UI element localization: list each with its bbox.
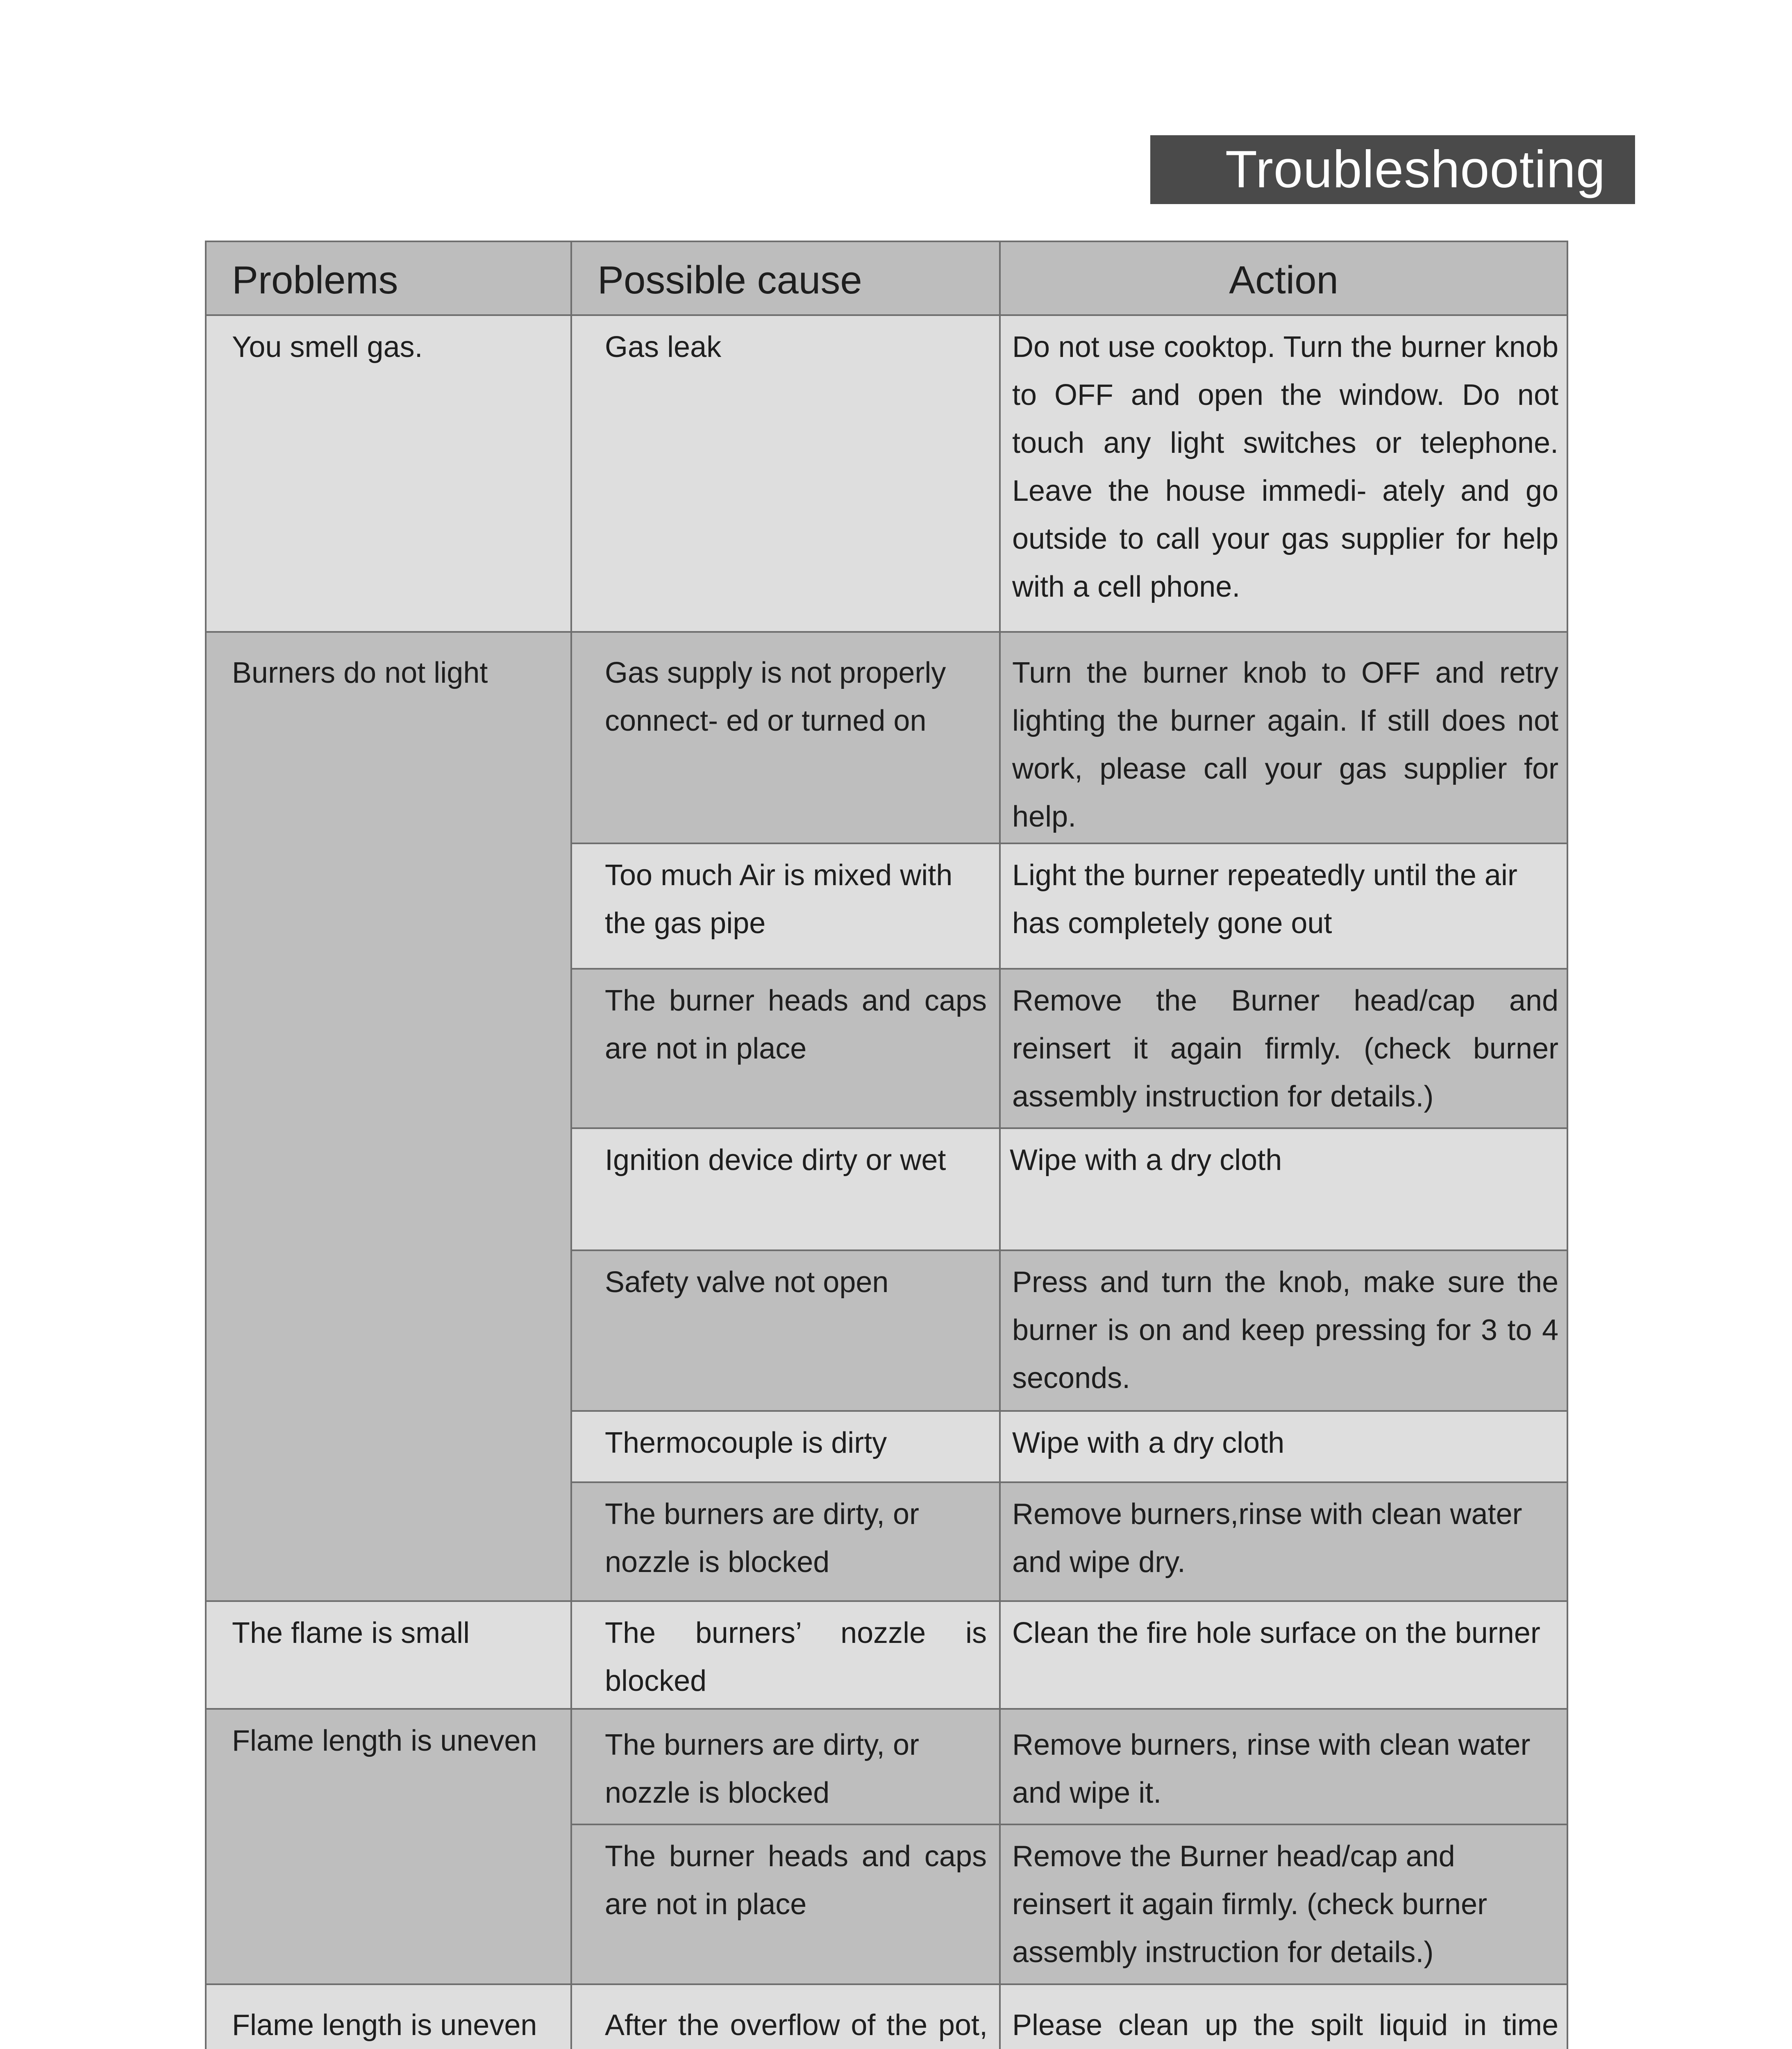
action-cell: Wipe with a dry cloth — [1000, 1128, 1567, 1250]
action-cell: Light the burner repeatedly until the air has completely gone out — [1000, 843, 1567, 969]
action-cell: Remove burners,rinse with clean water and wipe dry. — [1000, 1482, 1567, 1601]
action-cell: Turn the burner knob to OFF and retry lighting the burner again. If still does not work, please call your gas supplier for help. — [1000, 632, 1567, 843]
action-cell: Press and turn the knob, make sure the burner is on and keep pressing for 3 to 4 seconds. — [1000, 1250, 1567, 1411]
action-cell: Do not use cooktop. Turn the burner knob to OFF and open the window. Do not touch any light switches or telephone. Leave the house immedi- ately and go outside to call your gas supplier for help with a cell phone. — [1000, 315, 1567, 632]
header-problems: Problems — [206, 241, 571, 315]
cause-cell: Gas leak — [571, 315, 1000, 632]
action-cell: Clean the fire hole surface on the burner — [1000, 1601, 1567, 1709]
cause-cell: Gas supply is not properly connect- ed or turned on — [571, 632, 1000, 843]
page-title: Troubleshooting — [1150, 135, 1635, 204]
cause-cell: The burners are dirty, or nozzle is blocked — [571, 1709, 1000, 1824]
header-possible-cause: Possible cause — [571, 241, 1000, 315]
cause-cell: The burners’ nozzle is blocked — [571, 1601, 1000, 1709]
problem-cell: Flame length is uneven — [206, 1709, 571, 1984]
cause-cell: Too much Air is mixed with the gas pipe — [571, 843, 1000, 969]
table-row — [206, 632, 1567, 843]
cause-cell: Ignition device dirty or wet — [571, 1128, 1000, 1250]
table-row — [206, 1984, 1567, 2049]
action-cell: Remove the Burner head/cap and reinsert it again firmly. (check burner assembly instruction for details.) — [1000, 1824, 1567, 1984]
table-row — [206, 1601, 1567, 1709]
action-cell: Wipe with a dry cloth — [1000, 1411, 1567, 1482]
table-row — [206, 1709, 1567, 1824]
table-header-row — [206, 241, 1567, 315]
cause-cell: The burner heads and caps are not in place — [571, 969, 1000, 1128]
action-cell: Remove burners, rinse with clean water and wipe it. — [1000, 1709, 1567, 1824]
cause-cell: Safety valve not open — [571, 1250, 1000, 1411]
action-cell: Remove the Burner head/cap and reinsert it again firmly. (check burner assembly instruction for details.) — [1000, 969, 1567, 1128]
problem-cell: Flame length is uneven — [206, 1984, 571, 2049]
problem-cell: Burners do not light — [206, 632, 571, 1601]
problem-cell: The flame is small — [206, 1601, 571, 1709]
cause-cell: The burner heads and caps are not in place — [571, 1824, 1000, 1984]
table-row — [206, 315, 1567, 632]
cause-cell: The burners are dirty, or nozzle is blocked — [571, 1482, 1000, 1601]
cause-cell: After the overflow of the pot, — [571, 1984, 1000, 2049]
cause-cell: Thermocouple is dirty — [571, 1411, 1000, 1482]
troubleshooting-table — [205, 241, 1568, 2049]
header-action: Action — [1000, 241, 1567, 315]
problem-cell: You smell gas. — [206, 315, 571, 632]
action-cell: Please clean up the spilt liquid in time — [1000, 1984, 1567, 2049]
